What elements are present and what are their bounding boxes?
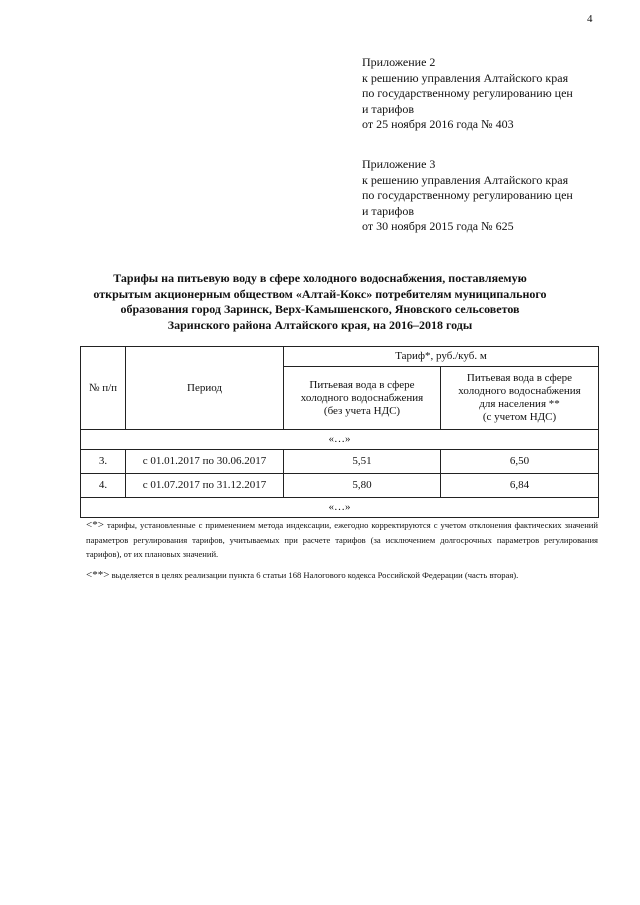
appendix-line: и тарифов — [362, 203, 415, 218]
footnote-text: тарифы, установленные с применением метода индексации, ежегодно корректируются с учетом отклонения фактических значений параметров регулирования тарифов, учитываемых при расчете тарифов (за исключением долгосрочных параметров регулирования тарифов), от их плановых значений. — [86, 520, 598, 559]
footnote-mark: <**> — [86, 568, 110, 581]
footnote — [86, 568, 598, 583]
title-line: открытым акционерным обществом «Алтай-Кокс» потребителям муниципального — [93, 286, 547, 301]
title-line: Тарифы на питьевую воду в сфере холодного водоснабжения, поставляемую — [113, 271, 527, 285]
footnote-mark: <*> — [86, 519, 104, 531]
appendix-line: по государственному регулированию цен — [362, 188, 573, 202]
header-tariff: Тариф*, руб./куб. м — [284, 347, 599, 367]
footnote — [86, 518, 598, 562]
table-row — [81, 474, 599, 498]
appendix-line: и тарифов — [362, 101, 415, 116]
footnote-text: выделяется в целях реализации пункта 6 статьи 168 Налогового кодекса Российской Федерации (часть вторая). — [111, 569, 519, 580]
page-number: 4 — [587, 13, 593, 25]
appendix-line: к решению управления Алтайского края — [362, 70, 569, 85]
header-period: Период — [126, 347, 284, 430]
row-value-b: 6,84 — [441, 474, 599, 498]
row-period: с 01.07.2017 по 31.12.2017 — [126, 474, 284, 498]
ellipsis-cell: «…» — [81, 430, 599, 450]
header-col-a: Питьевая вода в сфере холодного водоснабжения (без учета НДС) — [284, 367, 441, 430]
appendix-2-block — [362, 55, 624, 133]
header-col-b: Питьевая вода в сфере холодного водоснабжения для населения ** (с учетом НДС) — [441, 367, 599, 430]
ellipsis-cell: «…» — [81, 498, 599, 518]
table-row — [81, 450, 599, 474]
footnotes — [86, 518, 598, 588]
appendix-line: от 30 ноября 2015 года № 625 — [362, 219, 514, 233]
row-num: 4. — [81, 474, 126, 498]
appendix-line: Приложение 2 — [362, 55, 436, 69]
row-period: с 01.01.2017 по 30.06.2017 — [126, 450, 284, 474]
appendix-line: от 25 ноября 2016 года № 403 — [362, 117, 514, 131]
ellipsis-row — [81, 498, 599, 518]
tariff-table — [80, 346, 599, 518]
appendix-line: по государственному регулированию цен — [362, 86, 573, 100]
row-num: 3. — [81, 450, 126, 474]
row-value-a: 5,80 — [284, 474, 441, 498]
row-value-a: 5,51 — [284, 450, 441, 474]
title-line: образования город Заринск, Верх-Камышенского, Яновского сельсоветов — [120, 302, 520, 316]
document-title — [80, 271, 560, 333]
title-line: Заринского района Алтайского края, на 2016–2018 годы — [167, 317, 473, 332]
header-num: № п/п — [81, 347, 126, 430]
table-header-row — [81, 347, 599, 367]
appendix-line: Приложение 3 — [362, 157, 436, 171]
row-value-b: 6,50 — [441, 450, 599, 474]
appendix-3-block — [362, 157, 624, 235]
ellipsis-row — [81, 430, 599, 450]
appendix-line: к решению управления Алтайского края — [362, 172, 569, 187]
